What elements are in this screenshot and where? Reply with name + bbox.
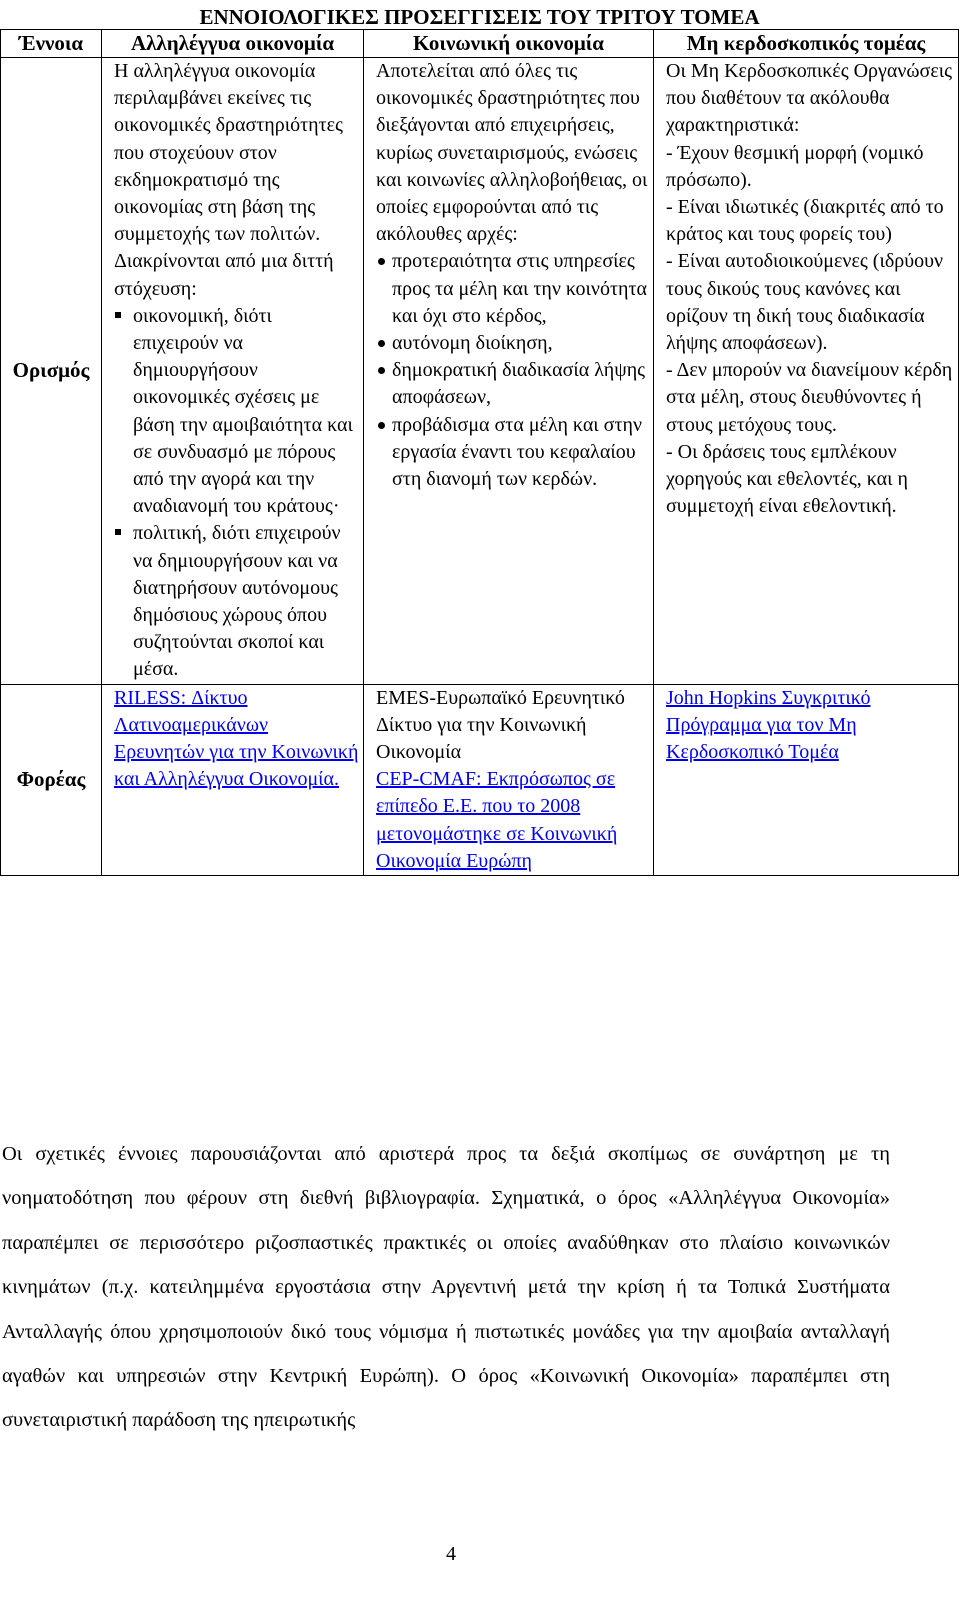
row-label-definition: Ορισμός	[1, 58, 102, 685]
definition-nonprofit-intro: Οι Μη Κερδοσκοπικές Οργανώσεις που διαθέτουν τα ακόλουθα χαρακτηριστικά:	[666, 60, 953, 137]
list-item: δημοκρατική διαδικασία λήψης αποφάσεων,	[392, 357, 649, 411]
list-item: προβάδισμα στα μέλη και στην εργασία έναντι του κεφαλαίου στη διανομή των κερδών.	[392, 412, 649, 494]
page-number: 4	[446, 1543, 456, 1565]
list-item: - Είναι αυτοδιοικούμενες (ιδρύουν τους δικούς τους κανόνες και ορίζουν τη δική τους διαδικασία λήψης αποφάσεων).	[666, 250, 944, 355]
solidarity-aims-list	[114, 303, 359, 684]
nonprofit-traits-list	[666, 140, 954, 521]
body-nonprofit-cell	[654, 684, 959, 875]
row-label-body: Φορέας	[1, 684, 102, 875]
list-item: προτεραιότητα στις υπηρεσίες προς τα μέλη και την κοινότητα και όχι στο κέρδος,	[392, 248, 649, 330]
list-item: - Έχουν θεσμική μορφή (νομικό πρόσωπο).	[666, 141, 924, 191]
list-item: - Δεν μπορούν να διανείμουν κέρδη στα μέλη, στους διευθύνοντες ή στους μετόχους τους.	[666, 359, 953, 436]
list-item: πολιτική, διότι επιχειρούν να δημιουργήσουν και να διατηρήσουν αυτόνομους δημόσιους χώρους όπου συζητούνται σκοποί και μέσα.	[121, 520, 359, 683]
list-item: οικονομική, διότι επιχειρούν να δημιουργήσουν οικονομικές σχέσεις με βάση την αμοιβαιότητα και σε συνδυασμό με πόρους από την αγορά και την αναδιανομή του κράτους·	[121, 303, 359, 521]
definition-solidarity-intro: Η αλληλέγγυα οικονομία περιλαμβάνει εκείνες τις οικονομικές δραστηριότητες που στοχεύουν στον εκδημοκρατισμό της οικονομίας στη βάση της συμμετοχής των πολιτών. Διακρίνονται από μια διττή στόχευση:	[114, 60, 343, 300]
body-paragraph: Οι σχετικές έννοιες παρουσιάζονται από αριστερά προς τα δεξιά σκοπίμως σε συνάρτηση με τη νοηματοδότηση που φέρουν στη διεθνή βιβλιογραφία. Σχηματικά, ο όρος «Αλληλέγγυα Οικονομία» παραπέμπει σε περισσότερο ριζοσπαστικές πρακτικές οι οποίες αναδύθηκαν στο πλαίσιο κοινωνικών κινημάτων (π.χ. κατειλημμένα εργοστάσια στην Αργεντινή μετά την κρίση ή τα Τοπικά Συστήματα Ανταλλαγής όπου χρησιμοποιούν δικό τους νόμισμα ή πιστωτικές μονάδες για την αμοιβαία ανταλλαγή αγαθών και υπηρεσιών στην Κεντρική Ευρώπη). Ο όρος «Κοινωνική Οικονομία» παραπέμπει στη συνεταιριστική παράδοση της ηπειρωτικής	[2, 1143, 890, 1432]
riless-link[interactable]: RILESS: Δίκτυο Λατινοαμερικάνων Ερευνητών για την Κοινωνική και Αλληλέγγυα Οικονομία.	[114, 686, 359, 791]
header-nonprofit: Μη κερδοσκοπικός τομέας	[654, 30, 959, 58]
table-title: ΕΝΝΟΙΟΛΟΓΙΚΕΣ ΠΡΟΣΕΓΓΙΣΕΙΣ ΤΟΥ ΤΡΙΤΟΥ ΤΟΜΕΑ	[1, 3, 959, 30]
body-solidarity-cell	[102, 684, 364, 875]
emes-text: EMES-Ευρωπαϊκό Ερευνητικό Δίκτυο για την Κοινωνική Οικονομία	[376, 686, 625, 764]
header-solidarity: Αλληλέγγυα οικονομία	[102, 30, 364, 58]
list-item: αυτόνομη διοίκηση,	[392, 330, 649, 357]
john-hopkins-link[interactable]: John Hopkins Συγκριτικό Πρόγραμμα για τον Μη Κερδοσκοπικό Τομέα	[666, 686, 871, 764]
list-item: - Οι δράσεις τους εμπλέκουν χορηγούς και εθελοντές, και η συμμετοχή είναι εθελοντική.	[666, 440, 908, 518]
definition-social-cell	[364, 58, 654, 685]
concepts-table	[0, 3, 959, 876]
definition-nonprofit-cell	[654, 58, 959, 685]
definition-row	[1, 58, 959, 685]
body-social-cell	[364, 684, 654, 875]
header-social: Κοινωνική οικονομία	[364, 30, 654, 58]
header-concept: Έννοια	[1, 30, 102, 58]
list-item: - Είναι ιδιωτικές (διακριτές από το κράτος και τους φορείς του)	[666, 196, 944, 246]
body-row	[1, 684, 959, 875]
cep-cmaf-link[interactable]: CEP-CMAF: Εκπρόσωπος σε επίπεδο Ε.Ε. που το 2008 μετονομάστηκε σε Κοινωνική Οικονομία Ευρώπη	[376, 768, 618, 872]
definition-social-intro: Αποτελείται από όλες τις οικονομικές δραστηριότητες που διεξάγονται από επιχειρήσεις, κυρίως συνεταιρισμούς, ενώσεις και κοινωνίες αλληλοβοήθειας, οι οποίες εμφορούνται από τις ακόλουθες αρχές:	[376, 60, 648, 246]
social-principles-list	[376, 248, 649, 493]
definition-solidarity-cell	[102, 58, 364, 685]
